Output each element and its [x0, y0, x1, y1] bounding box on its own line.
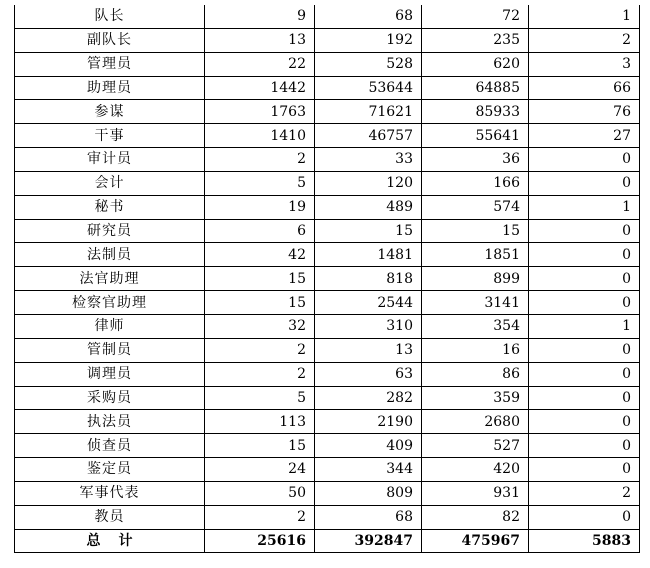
- count-col4-cell: 0: [529, 291, 640, 315]
- count-col2-cell: 120: [315, 171, 422, 195]
- count-col1-cell: 2: [205, 505, 315, 529]
- table-row: [15, 76, 640, 100]
- table-row: [15, 52, 640, 76]
- count-col3-cell: 55641: [422, 124, 529, 148]
- table-row: [15, 291, 640, 315]
- count-col1-cell: 42: [205, 243, 315, 267]
- count-col1-cell: 1410: [205, 124, 315, 148]
- count-col1-cell: 19: [205, 195, 315, 219]
- count-col2-cell: 2544: [315, 291, 422, 315]
- position-title-cell: 法制员: [15, 243, 205, 267]
- count-col2-cell: 282: [315, 386, 422, 410]
- count-col4-cell: 27: [529, 124, 640, 148]
- count-col1-cell: 32: [205, 314, 315, 338]
- table-row: [15, 171, 640, 195]
- table-row: [15, 386, 640, 410]
- count-col4-cell: 0: [529, 243, 640, 267]
- count-col3-cell: 86: [422, 362, 529, 386]
- position-title-cell: 助理员: [15, 76, 205, 100]
- count-col2-cell: 818: [315, 267, 422, 291]
- position-statistics-table: [14, 5, 640, 553]
- count-col4-cell: 66: [529, 76, 640, 100]
- count-col1-cell: 15: [205, 291, 315, 315]
- count-col1-cell: 15: [205, 267, 315, 291]
- count-col4-cell: 0: [529, 410, 640, 434]
- count-col4-cell: 0: [529, 434, 640, 458]
- count-col2-cell: 344: [315, 458, 422, 482]
- table-row: [15, 434, 640, 458]
- count-col4-cell: 1: [529, 314, 640, 338]
- count-col4-cell: 3: [529, 52, 640, 76]
- count-col1-cell: 6: [205, 219, 315, 243]
- count-col2-cell: 68: [315, 505, 422, 529]
- count-col3-cell: 899: [422, 267, 529, 291]
- count-col2-cell: 310: [315, 314, 422, 338]
- table-row: [15, 410, 640, 434]
- position-title-cell: 军事代表: [15, 481, 205, 505]
- table-row: [15, 124, 640, 148]
- count-col4-cell: 1: [529, 195, 640, 219]
- position-title-cell: 研究员: [15, 219, 205, 243]
- count-col1-cell: 9: [205, 5, 315, 28]
- table-row: [15, 481, 640, 505]
- table-row: [15, 243, 640, 267]
- count-col3-cell: 72: [422, 5, 529, 28]
- position-title-cell: 调理员: [15, 362, 205, 386]
- count-col3-cell: 527: [422, 434, 529, 458]
- count-col2-cell: 15: [315, 219, 422, 243]
- count-col4-cell: 1: [529, 5, 640, 28]
- count-col1-cell: 1763: [205, 100, 315, 124]
- position-title-cell: 秘书: [15, 195, 205, 219]
- count-col3-cell: 1851: [422, 243, 529, 267]
- count-col4-cell: 2: [529, 28, 640, 52]
- table-body: [15, 5, 640, 553]
- position-title-cell: 管制员: [15, 338, 205, 362]
- count-col3-cell: 82: [422, 505, 529, 529]
- count-col1-cell: 5: [205, 171, 315, 195]
- position-title-cell: 鉴定员: [15, 458, 205, 482]
- count-col3-cell: 620: [422, 52, 529, 76]
- count-col2-cell: 13: [315, 338, 422, 362]
- count-col1-cell: 50: [205, 481, 315, 505]
- count-col4-cell: 0: [529, 219, 640, 243]
- count-col1-cell: 13: [205, 28, 315, 52]
- count-col1-cell: 22: [205, 52, 315, 76]
- count-col3-cell: 16: [422, 338, 529, 362]
- count-col3-cell: 15: [422, 219, 529, 243]
- table-row: [15, 5, 640, 28]
- count-col2-cell: 2190: [315, 410, 422, 434]
- table-row: [15, 148, 640, 172]
- table-row: [15, 314, 640, 338]
- count-col4-cell: 0: [529, 505, 640, 529]
- count-col2-cell: 528: [315, 52, 422, 76]
- count-col3-cell: 354: [422, 314, 529, 338]
- count-col4-cell: 0: [529, 148, 640, 172]
- position-title-cell: 副队长: [15, 28, 205, 52]
- count-col1-cell: 15: [205, 434, 315, 458]
- count-col2-cell: 192: [315, 28, 422, 52]
- total-count-col1-cell: 25616: [205, 529, 315, 553]
- total-count-col3-cell: 475967: [422, 529, 529, 553]
- position-title-cell: 执法员: [15, 410, 205, 434]
- count-col3-cell: 166: [422, 171, 529, 195]
- position-title-cell: 会计: [15, 171, 205, 195]
- count-col2-cell: 33: [315, 148, 422, 172]
- count-col4-cell: 0: [529, 362, 640, 386]
- count-col1-cell: 2: [205, 338, 315, 362]
- count-col1-cell: 2: [205, 362, 315, 386]
- table-row: [15, 505, 640, 529]
- table-row: [15, 195, 640, 219]
- count-col2-cell: 46757: [315, 124, 422, 148]
- count-col3-cell: 359: [422, 386, 529, 410]
- count-col3-cell: 2680: [422, 410, 529, 434]
- position-title-cell: 教员: [15, 505, 205, 529]
- count-col4-cell: 0: [529, 171, 640, 195]
- position-title-cell: 法官助理: [15, 267, 205, 291]
- position-title-cell: 采购员: [15, 386, 205, 410]
- count-col3-cell: 85933: [422, 100, 529, 124]
- count-col4-cell: 0: [529, 267, 640, 291]
- position-title-cell: 侦查员: [15, 434, 205, 458]
- count-col2-cell: 809: [315, 481, 422, 505]
- position-title-cell: 检察官助理: [15, 291, 205, 315]
- position-title-cell: 干事: [15, 124, 205, 148]
- table-row: [15, 458, 640, 482]
- position-title-cell: 队长: [15, 5, 205, 28]
- count-col4-cell: 0: [529, 338, 640, 362]
- table-row: [15, 28, 640, 52]
- count-col2-cell: 409: [315, 434, 422, 458]
- count-col4-cell: 76: [529, 100, 640, 124]
- count-col1-cell: 24: [205, 458, 315, 482]
- position-title-cell: 审计员: [15, 148, 205, 172]
- count-col1-cell: 2: [205, 148, 315, 172]
- count-col3-cell: 64885: [422, 76, 529, 100]
- count-col2-cell: 489: [315, 195, 422, 219]
- count-col3-cell: 3141: [422, 291, 529, 315]
- table-row: [15, 267, 640, 291]
- count-col3-cell: 36: [422, 148, 529, 172]
- count-col1-cell: 113: [205, 410, 315, 434]
- table-row: [15, 338, 640, 362]
- total-row: [15, 529, 640, 553]
- count-col2-cell: 71621: [315, 100, 422, 124]
- position-title-cell: 律师: [15, 314, 205, 338]
- count-col4-cell: 2: [529, 481, 640, 505]
- total-count-col2-cell: 392847: [315, 529, 422, 553]
- count-col1-cell: 1442: [205, 76, 315, 100]
- table-row: [15, 362, 640, 386]
- count-col1-cell: 5: [205, 386, 315, 410]
- count-col3-cell: 574: [422, 195, 529, 219]
- count-col3-cell: 931: [422, 481, 529, 505]
- count-col2-cell: 1481: [315, 243, 422, 267]
- count-col2-cell: 63: [315, 362, 422, 386]
- position-title-cell: 管理员: [15, 52, 205, 76]
- position-title-cell: 参谋: [15, 100, 205, 124]
- count-col2-cell: 53644: [315, 76, 422, 100]
- count-col4-cell: 0: [529, 386, 640, 410]
- total-count-col4-cell: 5883: [529, 529, 640, 553]
- count-col3-cell: 420: [422, 458, 529, 482]
- table-row: [15, 219, 640, 243]
- count-col3-cell: 235: [422, 28, 529, 52]
- count-col4-cell: 0: [529, 458, 640, 482]
- total-label-cell: 总计: [15, 529, 205, 553]
- table-row: [15, 100, 640, 124]
- count-col2-cell: 68: [315, 5, 422, 28]
